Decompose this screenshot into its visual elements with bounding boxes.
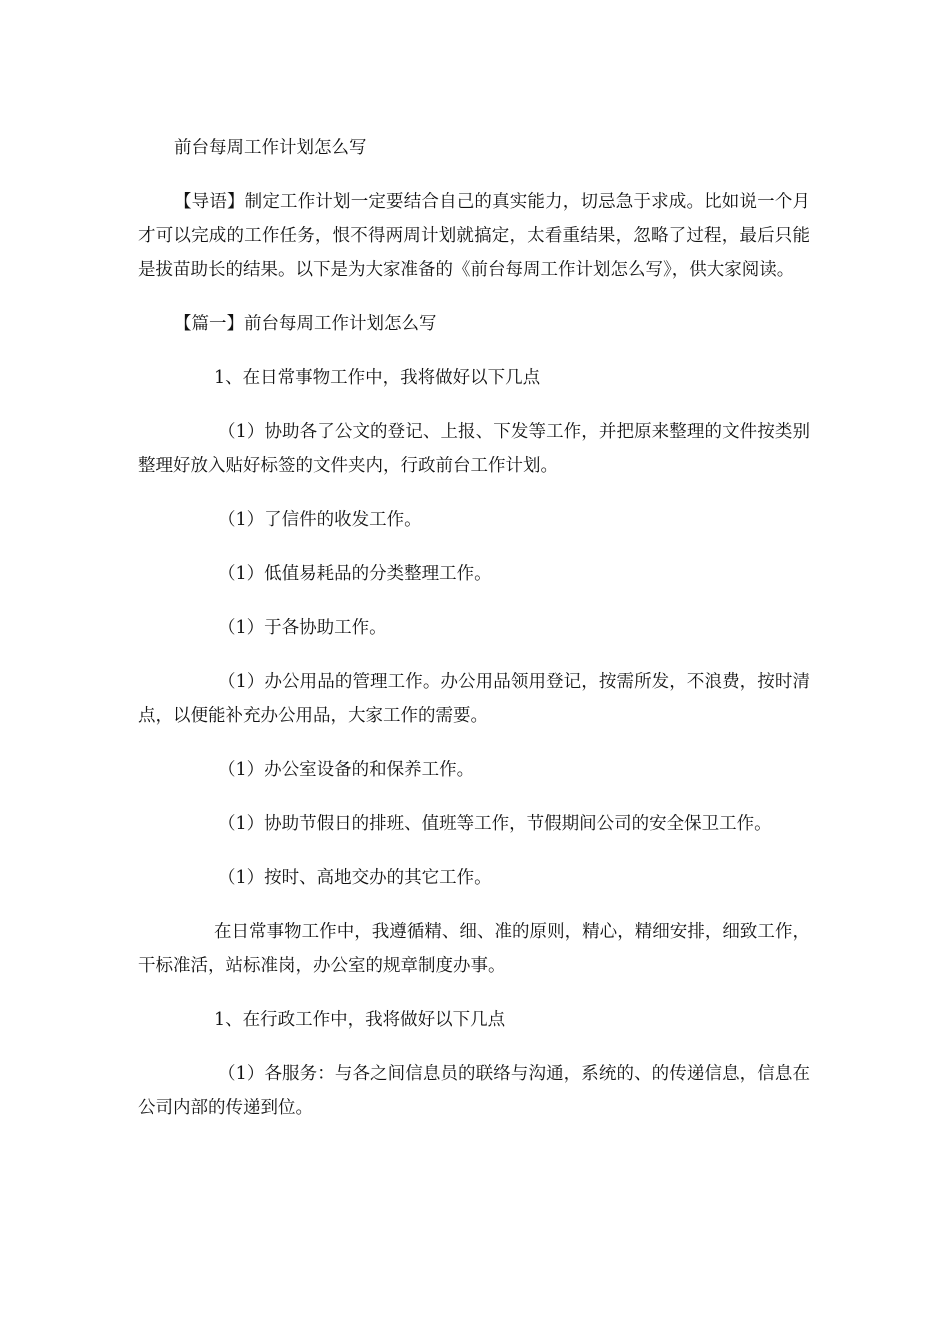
list-item: （1）办公室设备的和保养工作。: [218, 760, 475, 780]
summary-paragraph: 在日常事物工作中，我遵循精、细、准的原则，精心，精细安排，细致工作，干标准活，站标准岗，办公室的规章制度办事。: [138, 922, 810, 976]
list-item: （1）办公用品的管理工作。办公用品领用登记，按需所发，不浪费，按时清点，以便能补充办公用品，大家工作的需要。: [138, 672, 810, 726]
subsection-heading: 1、在日常事物工作中，我将做好以下几点: [214, 368, 541, 388]
list-item: （1）各服务：与各之间信息员的联络与沟通，系统的、的传递信息，信息在公司内部的传递到位。: [138, 1064, 810, 1118]
list-item: （1）低值易耗品的分类整理工作。: [218, 564, 492, 584]
document-title: 前台每周工作计划怎么写: [174, 138, 367, 158]
list-item: （1）按时、高地交办的其它工作。: [218, 868, 492, 888]
list-item: （1）于各协助工作。: [218, 618, 387, 638]
intro-paragraph: 【导语】制定工作计划一定要结合自己的真实能力，切忌急于求成。比如说一个月才可以完成的工作任务，恨不得两周计划就搞定，太看重结果，忽略了过程，最后只能是拔苗助长的结果。以下是为大家准备的《前台每周工作计划怎么写》，供大家阅读。: [138, 192, 810, 280]
list-item: （1）协助各了公文的登记、上报、下发等工作，并把原来整理的文件按类别整理好放入贴好标签的文件夹内，行政前台工作计划。: [138, 422, 810, 476]
section-heading: 【篇一】前台每周工作计划怎么写: [174, 314, 437, 334]
subsection-heading: 1、在行政工作中，我将做好以下几点: [214, 1010, 506, 1030]
list-item: （1）协助节假日的排班、值班等工作，节假期间公司的安全保卫工作。: [218, 814, 772, 834]
list-item: （1）了信件的收发工作。: [218, 510, 422, 530]
document-body: [138, 131, 810, 1125]
